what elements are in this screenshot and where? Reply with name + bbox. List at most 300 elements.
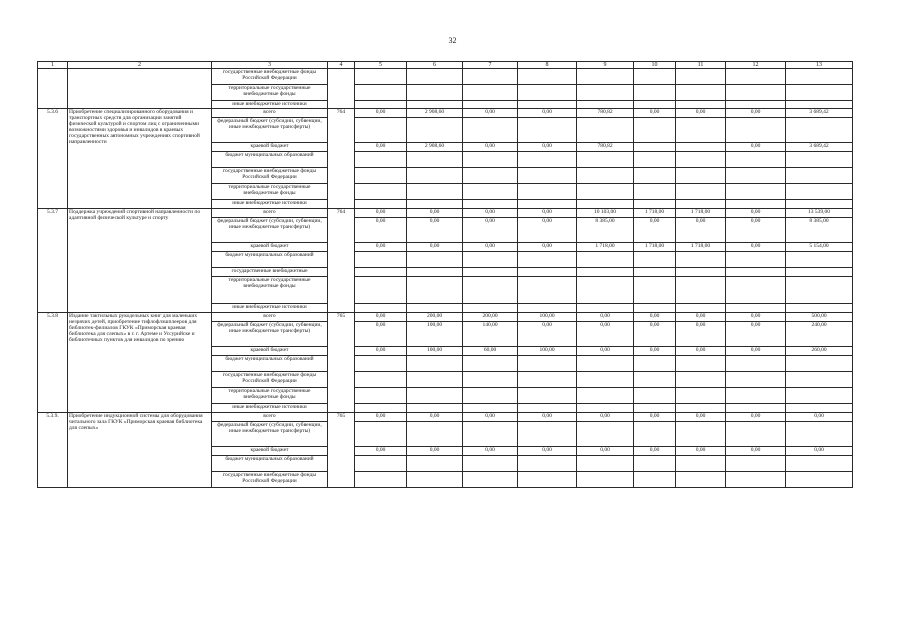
value-cell: 240,00 [786, 322, 853, 347]
value-cell: 0,00 [407, 413, 463, 422]
value-cell [726, 388, 786, 404]
funding-source: бюджет муниципальных образований [212, 252, 328, 268]
funding-source: краевой бюджет [212, 347, 328, 356]
value-cell [407, 372, 463, 388]
value-cell [407, 277, 463, 304]
value-cell [634, 404, 676, 413]
gr-code: 765 [328, 313, 355, 413]
funding-source: территориальные государственные внебюджетные фонды [212, 85, 328, 101]
table-row [38, 209, 853, 218]
value-cell [463, 69, 518, 85]
value-cell [676, 472, 726, 488]
value-cell [577, 356, 634, 372]
value-cell: 260,00 [786, 347, 853, 356]
funding-source: всего [212, 209, 328, 218]
value-cell: 5 154,00 [786, 243, 853, 252]
value-cell [463, 168, 518, 184]
value-cell: 0,00 [463, 243, 518, 252]
value-cell: 0,00 [518, 143, 577, 152]
value-cell: 0,00 [786, 447, 853, 456]
value-cell [463, 422, 518, 447]
value-cell: 0,00 [577, 413, 634, 422]
value-cell: 0,00 [726, 143, 786, 152]
value-cell: 0,00 [634, 109, 676, 118]
value-cell: 0,00 [355, 209, 407, 218]
value-cell [676, 118, 726, 143]
funding-source: территориальные государственные внебюджетные фонды [212, 277, 328, 304]
value-cell [634, 422, 676, 447]
value-cell [786, 268, 853, 277]
value-cell [726, 277, 786, 304]
value-cell: 0,00 [463, 413, 518, 422]
value-cell [518, 101, 577, 109]
value-cell [355, 356, 407, 372]
value-cell [676, 356, 726, 372]
gr-code: 765 [328, 413, 355, 488]
value-cell: 0,00 [726, 209, 786, 218]
table-row [38, 413, 853, 422]
value-cell [577, 388, 634, 404]
value-cell [463, 356, 518, 372]
value-cell: 0,00 [676, 447, 726, 456]
value-cell [634, 200, 676, 209]
value-cell [407, 252, 463, 268]
value-cell [577, 118, 634, 143]
value-cell [726, 372, 786, 388]
value-cell [676, 372, 726, 388]
funding-source: государственные внебюджетные фонды Российской Федерации [212, 372, 328, 388]
value-cell: 0,00 [463, 109, 518, 118]
funding-source: бюджет муниципальных образований [212, 456, 328, 472]
value-cell: 0,00 [634, 313, 676, 322]
value-cell: 0,00 [355, 109, 407, 118]
value-cell [355, 252, 407, 268]
header-row [38, 62, 853, 69]
value-cell: 0,00 [518, 447, 577, 456]
value-cell [577, 152, 634, 168]
value-cell [518, 404, 577, 413]
value-cell [355, 268, 407, 277]
value-cell: 0,00 [355, 313, 407, 322]
value-cell: 0,00 [518, 109, 577, 118]
value-cell: 8 385,00 [577, 218, 634, 243]
value-cell [786, 304, 853, 313]
value-cell: 0,00 [518, 413, 577, 422]
funding-source: государственные внебюджетные фонды Российской Федерации [212, 168, 328, 184]
value-cell [676, 184, 726, 200]
value-cell [786, 152, 853, 168]
value-cell [355, 85, 407, 101]
value-cell: 0,00 [355, 413, 407, 422]
value-cell: 0,00 [407, 218, 463, 243]
column-number: 7 [463, 62, 518, 69]
value-cell [463, 388, 518, 404]
value-cell [355, 168, 407, 184]
funding-source: всего [212, 413, 328, 422]
value-cell: 0,00 [726, 218, 786, 243]
value-cell [676, 304, 726, 313]
value-cell [786, 456, 853, 472]
value-cell: 0,00 [518, 243, 577, 252]
value-cell [518, 118, 577, 143]
activity-name: Поддержка учреждений спортивной направленности по адаптивной физической культуре и спорту [68, 209, 212, 313]
value-cell [577, 168, 634, 184]
value-cell: 0,00 [726, 313, 786, 322]
value-cell: 0,00 [676, 347, 726, 356]
value-cell [407, 356, 463, 372]
value-cell [463, 268, 518, 277]
value-cell: 0,00 [355, 447, 407, 456]
value-cell [463, 456, 518, 472]
value-cell [407, 168, 463, 184]
value-cell [518, 184, 577, 200]
value-cell [463, 118, 518, 143]
value-cell: 0,00 [634, 347, 676, 356]
funding-source: государственные внебюджетные фонды Российской Федерации [212, 472, 328, 488]
table-row [38, 109, 853, 118]
value-cell: 0,00 [676, 413, 726, 422]
value-cell [518, 277, 577, 304]
table-row [38, 69, 853, 85]
value-cell [676, 252, 726, 268]
gr-code [328, 69, 355, 109]
value-cell [518, 168, 577, 184]
funding-source: государственные внебюджетные [212, 268, 328, 277]
value-cell [786, 388, 853, 404]
value-cell: 0,00 [726, 447, 786, 456]
activity-name: Приобретение специализированного оборудования и транспортных средств для организации занятий физической культурой и спортом лиц с ограниченными возможностями здоровья и инвалидов в краевых государственных автономных учреждениях спортивной направленности [68, 109, 212, 209]
value-cell: 1 718,00 [634, 243, 676, 252]
value-cell [786, 118, 853, 143]
value-cell [463, 252, 518, 268]
value-cell [577, 184, 634, 200]
value-cell: 0,00 [355, 143, 407, 152]
value-cell [463, 101, 518, 109]
value-cell: 0,00 [518, 322, 577, 347]
value-cell [786, 101, 853, 109]
value-cell: 100,00 [518, 347, 577, 356]
funding-source: федеральный бюджет (субсидии, субвенции, иные межбюджетные трансферты) [212, 322, 328, 347]
value-cell [355, 304, 407, 313]
value-cell [518, 388, 577, 404]
table-row [38, 313, 853, 322]
value-cell [407, 404, 463, 413]
value-cell: 0,00 [518, 209, 577, 218]
value-cell [786, 184, 853, 200]
value-cell [577, 304, 634, 313]
value-cell [407, 456, 463, 472]
value-cell [634, 101, 676, 109]
page-number: 32 [448, 36, 457, 45]
budget-table [37, 61, 853, 488]
value-cell [676, 85, 726, 101]
value-cell [634, 372, 676, 388]
value-cell [726, 456, 786, 472]
column-number: 8 [518, 62, 577, 69]
value-cell [577, 85, 634, 101]
value-cell [634, 168, 676, 184]
value-cell [463, 472, 518, 488]
funding-source: территориальные государственные внебюджетные фонды [212, 388, 328, 404]
value-cell [355, 118, 407, 143]
value-cell [634, 304, 676, 313]
value-cell: 140,00 [463, 322, 518, 347]
value-cell [577, 268, 634, 277]
value-cell: 0,00 [676, 322, 726, 347]
value-cell [676, 268, 726, 277]
value-cell [518, 372, 577, 388]
activity-number [38, 69, 68, 109]
value-cell [726, 404, 786, 413]
value-cell: 0,00 [407, 243, 463, 252]
activity-name: Приобретение индукционной системы для оборудования читального зала ГКУК «Приморская краевая библиотека для слепых» [68, 413, 212, 488]
column-number: 3 [212, 62, 328, 69]
value-cell: 1 718,00 [634, 209, 676, 218]
value-cell [726, 304, 786, 313]
funding-source: краевой бюджет [212, 243, 328, 252]
funding-source: краевой бюджет [212, 447, 328, 456]
funding-source: всего [212, 313, 328, 322]
value-cell [786, 168, 853, 184]
value-cell [407, 69, 463, 85]
value-cell [355, 456, 407, 472]
value-cell: 8 385,00 [786, 218, 853, 243]
value-cell [726, 168, 786, 184]
value-cell: 100,00 [407, 347, 463, 356]
value-cell: 500,00 [786, 313, 853, 322]
value-cell [634, 69, 676, 85]
funding-source: иные внебюджетные источники [212, 404, 328, 413]
value-cell [577, 252, 634, 268]
activity-number: 5.3.6 [38, 109, 68, 209]
value-cell: 0,00 [577, 347, 634, 356]
value-cell [407, 118, 463, 143]
value-cell [355, 388, 407, 404]
funding-source: иные внебюджетные источники [212, 200, 328, 209]
value-cell [355, 200, 407, 209]
value-cell [676, 101, 726, 109]
funding-source: бюджет муниципальных образований [212, 152, 328, 168]
value-cell [676, 404, 726, 413]
value-cell: 0,00 [463, 447, 518, 456]
value-cell [676, 422, 726, 447]
value-cell [634, 268, 676, 277]
value-cell [786, 200, 853, 209]
value-cell: 0,00 [577, 322, 634, 347]
value-cell [634, 472, 676, 488]
value-cell: 0,00 [634, 447, 676, 456]
value-cell [355, 69, 407, 85]
value-cell: 0,00 [726, 109, 786, 118]
value-cell [518, 472, 577, 488]
activity-number: 5.3.9. [38, 413, 68, 488]
value-cell [518, 152, 577, 168]
column-number: 1 [38, 62, 68, 69]
value-cell [355, 472, 407, 488]
value-cell: 100,00 [407, 322, 463, 347]
value-cell: 0,00 [726, 243, 786, 252]
value-cell: 2 908,60 [407, 109, 463, 118]
value-cell: 0,00 [518, 218, 577, 243]
value-cell [634, 85, 676, 101]
value-cell [726, 422, 786, 447]
value-cell [676, 388, 726, 404]
funding-source: федеральный бюджет (субсидии, субвенции, иные межбюджетные трансферты) [212, 118, 328, 143]
funding-source: территориальные государственные внебюджетные фонды [212, 184, 328, 200]
value-cell: 0,00 [463, 209, 518, 218]
value-cell [463, 152, 518, 168]
value-cell: 0,00 [726, 413, 786, 422]
value-cell [463, 304, 518, 313]
value-cell: 780,82 [577, 143, 634, 152]
value-cell: 1 718,00 [577, 243, 634, 252]
column-number: 5 [355, 62, 407, 69]
column-number: 9 [577, 62, 634, 69]
value-cell [355, 152, 407, 168]
gr-code: 764 [328, 109, 355, 209]
value-cell [407, 388, 463, 404]
column-number: 2 [68, 62, 212, 69]
value-cell [577, 372, 634, 388]
value-cell [463, 85, 518, 101]
value-cell: 0,00 [676, 109, 726, 118]
value-cell: 0,00 [407, 209, 463, 218]
value-cell: 0,00 [355, 243, 407, 252]
activity-number: 5.3.7 [38, 209, 68, 313]
value-cell [355, 277, 407, 304]
value-cell [676, 168, 726, 184]
value-cell [518, 69, 577, 85]
value-cell [786, 85, 853, 101]
value-cell: 100,00 [518, 313, 577, 322]
value-cell: 3 689,42 [786, 109, 853, 118]
value-cell [577, 200, 634, 209]
value-cell: 13 539,00 [786, 209, 853, 218]
value-cell [463, 200, 518, 209]
value-cell [634, 277, 676, 304]
value-cell [726, 252, 786, 268]
value-cell: 0,00 [634, 413, 676, 422]
column-number: 4 [328, 62, 355, 69]
column-number: 13 [786, 62, 853, 69]
value-cell [634, 184, 676, 200]
value-cell [726, 356, 786, 372]
value-cell: 0,00 [577, 313, 634, 322]
value-cell: 200,00 [463, 313, 518, 322]
value-cell [518, 456, 577, 472]
activity-number: 5.3.8 [38, 313, 68, 413]
value-cell: 0,00 [634, 322, 676, 347]
value-cell [518, 200, 577, 209]
value-cell [676, 143, 726, 152]
value-cell: 1 718,00 [676, 209, 726, 218]
value-cell [726, 118, 786, 143]
funding-source: иные внебюджетные источники [212, 101, 328, 109]
value-cell [634, 388, 676, 404]
value-cell [407, 184, 463, 200]
value-cell [676, 200, 726, 209]
value-cell [407, 85, 463, 101]
value-cell [577, 456, 634, 472]
value-cell [407, 268, 463, 277]
value-cell: 3 689,42 [786, 143, 853, 152]
value-cell [355, 101, 407, 109]
value-cell [577, 277, 634, 304]
value-cell [355, 184, 407, 200]
value-cell: 0,00 [676, 313, 726, 322]
value-cell [786, 472, 853, 488]
value-cell [518, 268, 577, 277]
value-cell [726, 152, 786, 168]
funding-source: краевой бюджет [212, 143, 328, 152]
funding-source: всего [212, 109, 328, 118]
value-cell [463, 277, 518, 304]
value-cell [407, 304, 463, 313]
value-cell: 780,82 [577, 109, 634, 118]
column-number: 11 [676, 62, 726, 69]
value-cell: 0,00 [463, 143, 518, 152]
value-cell [518, 85, 577, 101]
value-cell [577, 101, 634, 109]
column-number: 12 [726, 62, 786, 69]
value-cell: 2 908,60 [407, 143, 463, 152]
value-cell [726, 69, 786, 85]
value-cell [355, 372, 407, 388]
value-cell: 0,00 [786, 413, 853, 422]
value-cell [463, 404, 518, 413]
value-cell: 0,00 [355, 347, 407, 356]
funding-source: федеральный бюджет (субсидии, субвенции, иные межбюджетные трансферты) [212, 422, 328, 447]
funding-source: государственные внебюджетные фонды Российской Федерации [212, 69, 328, 85]
value-cell [726, 101, 786, 109]
value-cell: 0,00 [577, 447, 634, 456]
value-cell [577, 69, 634, 85]
value-cell: 0,00 [407, 447, 463, 456]
value-cell: 0,00 [676, 218, 726, 243]
value-cell [726, 268, 786, 277]
value-cell [726, 184, 786, 200]
value-cell [786, 404, 853, 413]
column-number: 10 [634, 62, 676, 69]
value-cell: 0,00 [355, 322, 407, 347]
value-cell [518, 356, 577, 372]
value-cell [634, 143, 676, 152]
funding-source: бюджет муниципальных образований [212, 356, 328, 372]
value-cell [726, 200, 786, 209]
value-cell [407, 422, 463, 447]
value-cell [577, 472, 634, 488]
value-cell [355, 404, 407, 413]
value-cell: 0,00 [726, 322, 786, 347]
value-cell [407, 152, 463, 168]
value-cell [577, 422, 634, 447]
activity-name: Издание тактильных рукодельных книг для маленьких незрячих детей, приобретение тифлофлэшплееров для библиотек-филиалов ГКУК «Приморская краевая библиотека для слепых» в г. г. Артеме и Уссурийске и библиотечных пунктов для инвалидов по зрению [68, 313, 212, 413]
value-cell [786, 372, 853, 388]
value-cell [786, 422, 853, 447]
value-cell: 0,00 [726, 347, 786, 356]
value-cell [577, 404, 634, 413]
value-cell [786, 252, 853, 268]
value-cell [676, 69, 726, 85]
value-cell [634, 356, 676, 372]
activity-name [68, 69, 212, 109]
value-cell [786, 69, 853, 85]
value-cell [518, 252, 577, 268]
value-cell [518, 422, 577, 447]
value-cell: 60,00 [463, 347, 518, 356]
value-cell [676, 456, 726, 472]
value-cell [786, 277, 853, 304]
